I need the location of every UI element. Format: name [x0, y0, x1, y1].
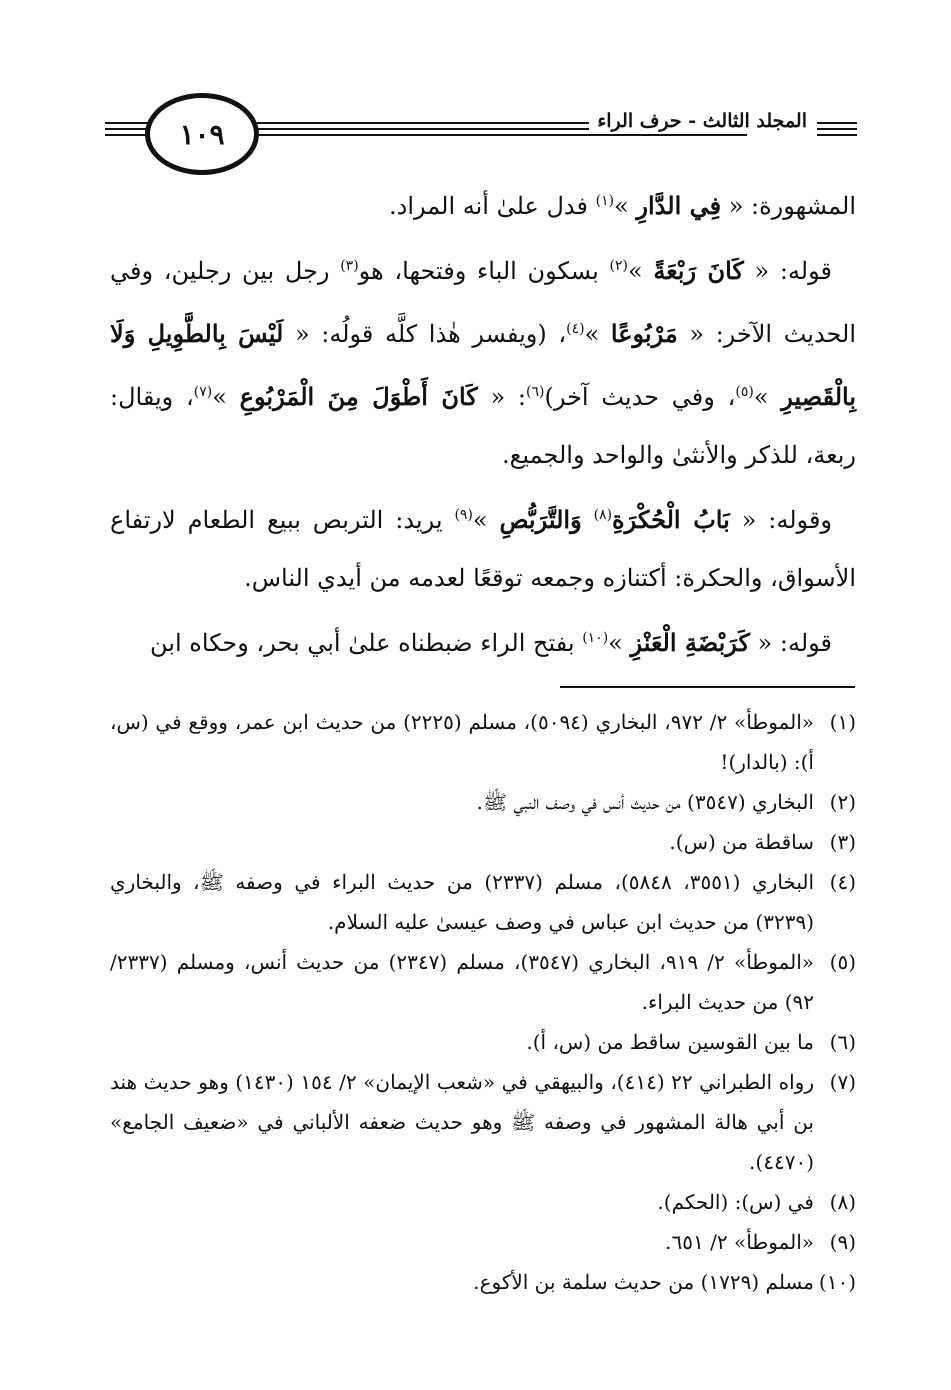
- footnote-separator: [560, 686, 855, 688]
- footnote-number: (٣): [829, 830, 856, 854]
- footnote-text: «الموطأ» ٢/ ٩٧٢، البخاري (٥٠٩٤)، مسلم (٢٢٢٥) من حديث ابن عمر، ووقع في (س، أ): (بالدار)!: [110, 710, 814, 774]
- footnote-text: «الموطأ» ٢/ ٦٥١.: [665, 1230, 814, 1254]
- footnote-ref: (١): [595, 193, 615, 209]
- footnote-item: [110, 782, 856, 822]
- footnote-ref: (٤): [566, 321, 585, 337]
- page-header: [105, 85, 855, 185]
- footnote-text: رواه الطبراني ٢٢ (٤١٤)، والبيهقي في «شعب الإيمان» ٢/ ١٥٤ (١٤٣٠) وهو حديث هند بن أبي هالة المشهور في وصفه ﷺ وهو حديث ضعفه الألباني في «ضعيف الجامع» (٤٤٧٠).: [110, 1070, 814, 1174]
- main-text: [110, 172, 856, 672]
- footnote-text: البخاري (٣٥٤٧) من حديث أنس في وصف النبي ﷺ.: [476, 790, 814, 814]
- quoted-term: بَابُ الْحُكْرَةِ: [612, 505, 730, 534]
- footnote-text: ما بين القوسين ساقط من (س، أ).: [526, 1030, 814, 1054]
- footnote-item: [110, 862, 856, 942]
- footnote-number: (٥): [829, 950, 856, 974]
- footnote-item: [110, 1262, 856, 1302]
- footnote-item: [110, 942, 856, 1022]
- footnote-ref: (٩): [454, 507, 473, 523]
- footnote-ref: (٦): [526, 384, 545, 400]
- footnote-ref: (٧): [193, 384, 213, 400]
- footnote-number: (٤): [829, 870, 856, 894]
- paragraph: وقوله: « بَابُ الْحُكْرَةِ$^{(٨)}$ وَالتَّرَبُّصِ »$^{(٩)}$ يريد: التربص ببيع الطعام لارتفاع الأسواق، والحكرة: أكتنازه وجمعه توقعًا لعدمه من أيدي الناس.: [110, 505, 856, 592]
- quoted-term: لَيْسَ بِالطَّوِيلِ وَلَا بِالْقَصِيرِ: [110, 319, 857, 411]
- header-rule: [817, 134, 857, 136]
- footnotes: [110, 702, 856, 1302]
- quoted-term: مَرْبُوعًا: [610, 319, 678, 348]
- header-rule: [817, 122, 857, 124]
- footnote-number: (٨): [829, 1190, 856, 1214]
- header-rule: [817, 128, 857, 130]
- running-head: المجلد الثالث - حرف الراء: [589, 110, 815, 132]
- footnote-item: [110, 1222, 856, 1262]
- page-number: ١٠٩: [145, 93, 259, 175]
- footnote-item: [110, 1022, 856, 1062]
- quoted-term: وَالتَّرَبُّصِ: [499, 505, 582, 534]
- footnote-text: مسلم (١٧٢٩) من حديث سلمة بن الأكوع.: [473, 1270, 814, 1294]
- footnote-ref: (٣): [340, 258, 359, 274]
- footnote-text: «الموطأ» ٢/ ٩١٩، البخاري (٣٥٤٧)، مسلم (٢٣٤٧) من حديث أنس، ومسلم (٢٣٣٧/ ٩٢) من حديث البراء.: [110, 950, 814, 1014]
- footnote-number: (٧): [829, 1070, 856, 1094]
- footnote-item: [110, 1062, 856, 1182]
- footnote-ref: (٥): [735, 384, 754, 400]
- footnote-ref: (١٠): [582, 630, 609, 646]
- paragraph: المشهورة: « فِي الدَّارِ »$^{(١)}$ فدل علىٰ أنه المراد.: [389, 191, 856, 220]
- paragraph: قوله: « كَرَبْضَةِ الْعَنْزِ »$^{(١٠)}$ بفتح الراء ضبطناه علىٰ أبي بحر، وحكاه ابن: [150, 628, 832, 657]
- footnote-text: في (س): (الحكم).: [657, 1190, 814, 1214]
- footnote-number: (٦): [829, 1030, 856, 1054]
- footnote-text: البخاري (٣٥٥١، ٥٨٤٨)، مسلم (٢٣٣٧) من حديث البراء في وصفه ﷺ، والبخاري (٣٢٣٩) من حديث ابن عباس في وصف عيسىٰ عليه السلام.: [110, 870, 815, 934]
- footnote-ref: (٢): [609, 258, 628, 274]
- footnote-number: (١٠): [818, 1270, 856, 1294]
- quoted-term: كَرَبْضَةِ الْعَنْزِ: [630, 628, 750, 657]
- footnote-item: [110, 1182, 856, 1222]
- paragraph: قوله: « كَانَ رَبْعَةً »$^{(٢)}$ بسكون الباء وفتحها، هو$^{(٣)}$ رجل بين رجلين، وفي الحديث الآخر: « مَرْبُوعًا »$^{(٤)}$، (ويفسر هٰذا كلَّه قولُه: « لَيْسَ بِالطَّوِيلِ وَلَا بِالْقَصِيرِ »$^{(٥)}$، وفي حديث آخر)$^{(٦)}$: « كَانَ أَطْوَلَ مِنَ الْمَرْبُوعِ »$^{(٧)}$، ويقال: ربعة، للذكر والأنثىٰ والواحد والجميع.: [110, 256, 857, 469]
- header-rule: [257, 134, 747, 136]
- quoted-term: كَانَ رَبْعَةً: [653, 256, 744, 285]
- footnote-number: (٢): [829, 790, 856, 814]
- quoted-term: فِي الدَّارِ: [636, 191, 722, 220]
- footnote-item: [110, 822, 856, 862]
- footnote-number: (٩): [829, 1230, 856, 1254]
- footnote-ref: (٨): [593, 507, 613, 523]
- quoted-term: كَانَ أَطْوَلَ مِنَ الْمَرْبُوعِ: [239, 382, 478, 411]
- footnote-number: (١): [829, 710, 856, 734]
- footnote-item: [110, 702, 856, 782]
- footnote-text: ساقطة من (س).: [669, 830, 814, 854]
